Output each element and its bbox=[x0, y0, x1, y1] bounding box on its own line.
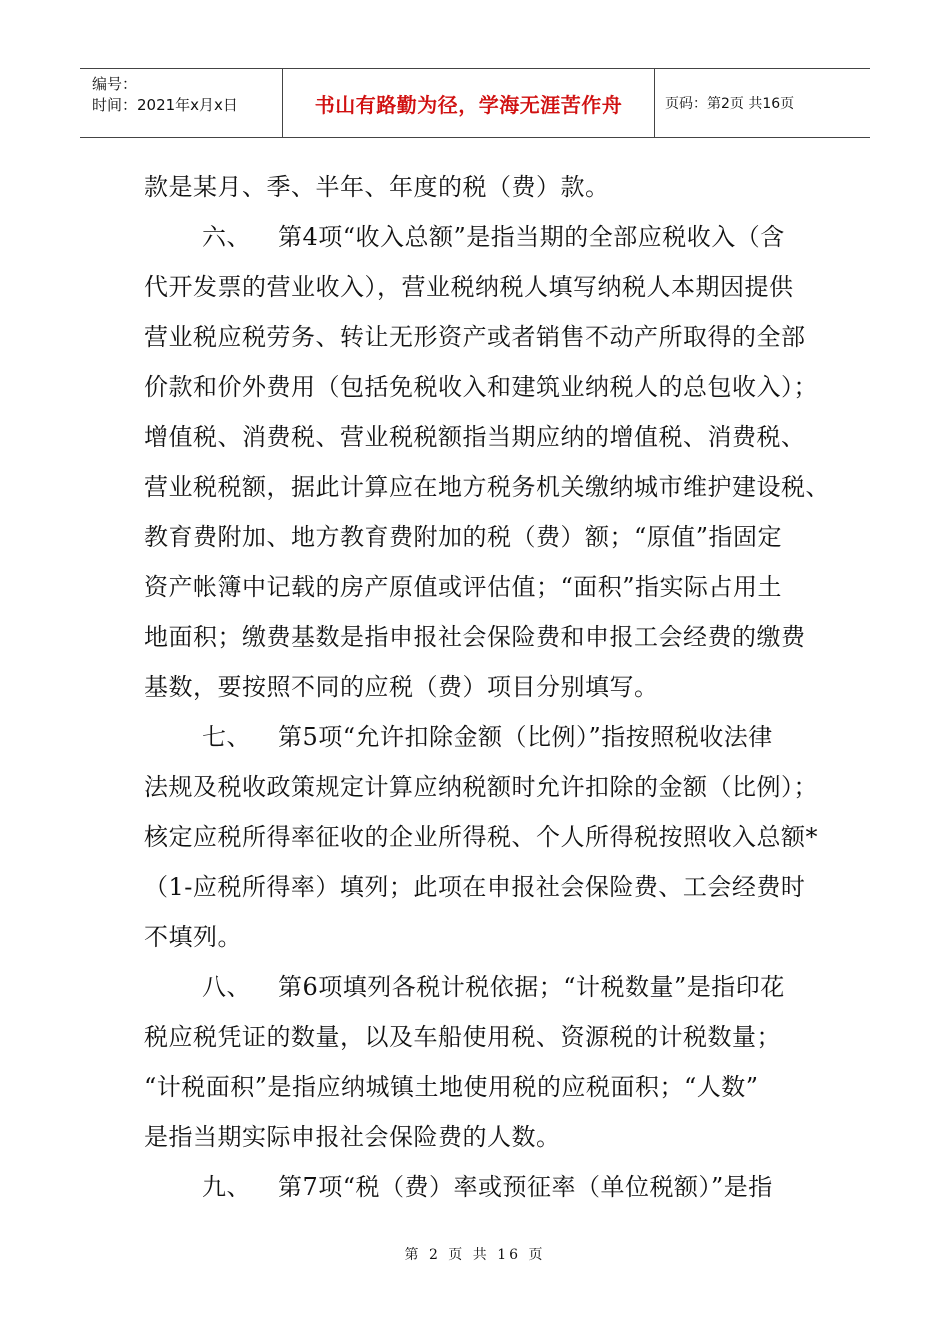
text-line bbox=[144, 212, 824, 262]
time-label: 时间：2021年x月x日 bbox=[92, 96, 238, 114]
line-text: 是指当期实际申报社会保险费的人数。 bbox=[144, 1123, 561, 1151]
line-text: 款是某月、季、半年、年度的税（费）款。 bbox=[144, 173, 610, 201]
text-line bbox=[144, 1062, 824, 1112]
text-line bbox=[144, 1012, 824, 1062]
text-line bbox=[144, 612, 824, 662]
text-line bbox=[144, 362, 824, 412]
text-line bbox=[144, 262, 824, 312]
page-footer: 第 2 页 共 16 页 bbox=[404, 1247, 546, 1263]
line-text: 资产帐簿中记载的房产原值或评估值；“面积”指实际占用土 bbox=[144, 573, 783, 601]
line-text: 营业税应税劳务、转让无形资产或者销售不动产所取得的全部 bbox=[144, 323, 806, 351]
text-line bbox=[144, 562, 824, 612]
text-line bbox=[144, 912, 824, 962]
text-line bbox=[144, 412, 824, 462]
section-number: 八、 bbox=[202, 973, 251, 1001]
text-line bbox=[144, 162, 824, 212]
line-text: 第7项“税（费）率或预征率（单位税额）”是指 bbox=[278, 1173, 773, 1201]
line-text: 教育费附加、地方教育费附加的税（费）额；“原值”指固定 bbox=[144, 523, 783, 551]
text-line bbox=[144, 462, 830, 512]
section-number: 九、 bbox=[202, 1173, 251, 1201]
line-text: 核定应税所得率征收的企业所得税、个人所得税按照收入总额* bbox=[144, 823, 818, 851]
header-motto: 书山有路勤为径，学海无涯苦作舟 bbox=[282, 69, 655, 137]
text-line bbox=[144, 712, 824, 762]
section-number: 七、 bbox=[202, 723, 251, 751]
line-text: 第4项“收入总额”是指当期的全部应税收入（含 bbox=[278, 223, 785, 251]
section-number: 六、 bbox=[202, 223, 251, 251]
text-line bbox=[144, 812, 824, 862]
line-text: 代开发票的营业收入），营业税纳税人填写纳税人本期因提供 bbox=[144, 273, 794, 301]
line-text: 价款和价外费用（包括免税收入和建筑业纳税人的总包收入）； bbox=[144, 373, 818, 401]
text-line bbox=[144, 512, 824, 562]
number-label: 编号： bbox=[92, 75, 138, 93]
text-line bbox=[144, 762, 824, 812]
line-text: （1-应税所得率）填列；此项在申报社会保险费、工会经费时 bbox=[144, 873, 806, 901]
header-page-info: 页码：第2页 共16页 bbox=[665, 96, 795, 112]
text-line bbox=[144, 312, 824, 362]
text-line bbox=[144, 662, 824, 712]
line-text: 地面积；缴费基数是指申报社会保险费和申报工会经费的缴费 bbox=[144, 623, 806, 651]
text-line bbox=[144, 1162, 824, 1212]
line-text: 基数，要按照不同的应税（费）项目分别填写。 bbox=[144, 673, 659, 701]
line-text: 法规及税收政策规定计算应纳税额时允许扣除的金额（比例）； bbox=[144, 773, 818, 801]
text-line bbox=[144, 862, 824, 912]
line-text: 第6项填列各税计税依据；“计税数量”是指印花 bbox=[278, 973, 785, 1001]
line-text: 第5项“允许扣除金额（比例）”指按照税收法律 bbox=[278, 723, 773, 751]
line-text: 增值税、消费税、营业税税额指当期应纳的增值税、消费税、 bbox=[144, 423, 806, 451]
line-text: 营业税税额，据此计算应在地方税务机关缴纳城市维护建设税、 bbox=[144, 473, 830, 501]
page-header bbox=[80, 68, 870, 138]
line-text: 税应税凭证的数量，以及车船使用税、资源税的计税数量； bbox=[144, 1023, 781, 1051]
header-meta bbox=[80, 69, 282, 137]
line-text: 不填列。 bbox=[144, 923, 242, 951]
text-line bbox=[144, 962, 824, 1012]
document-body bbox=[144, 162, 830, 1212]
line-text: “计税面积”是指应纳城镇土地使用税的应税面积；“人数” bbox=[144, 1073, 759, 1101]
text-line bbox=[144, 1112, 824, 1162]
